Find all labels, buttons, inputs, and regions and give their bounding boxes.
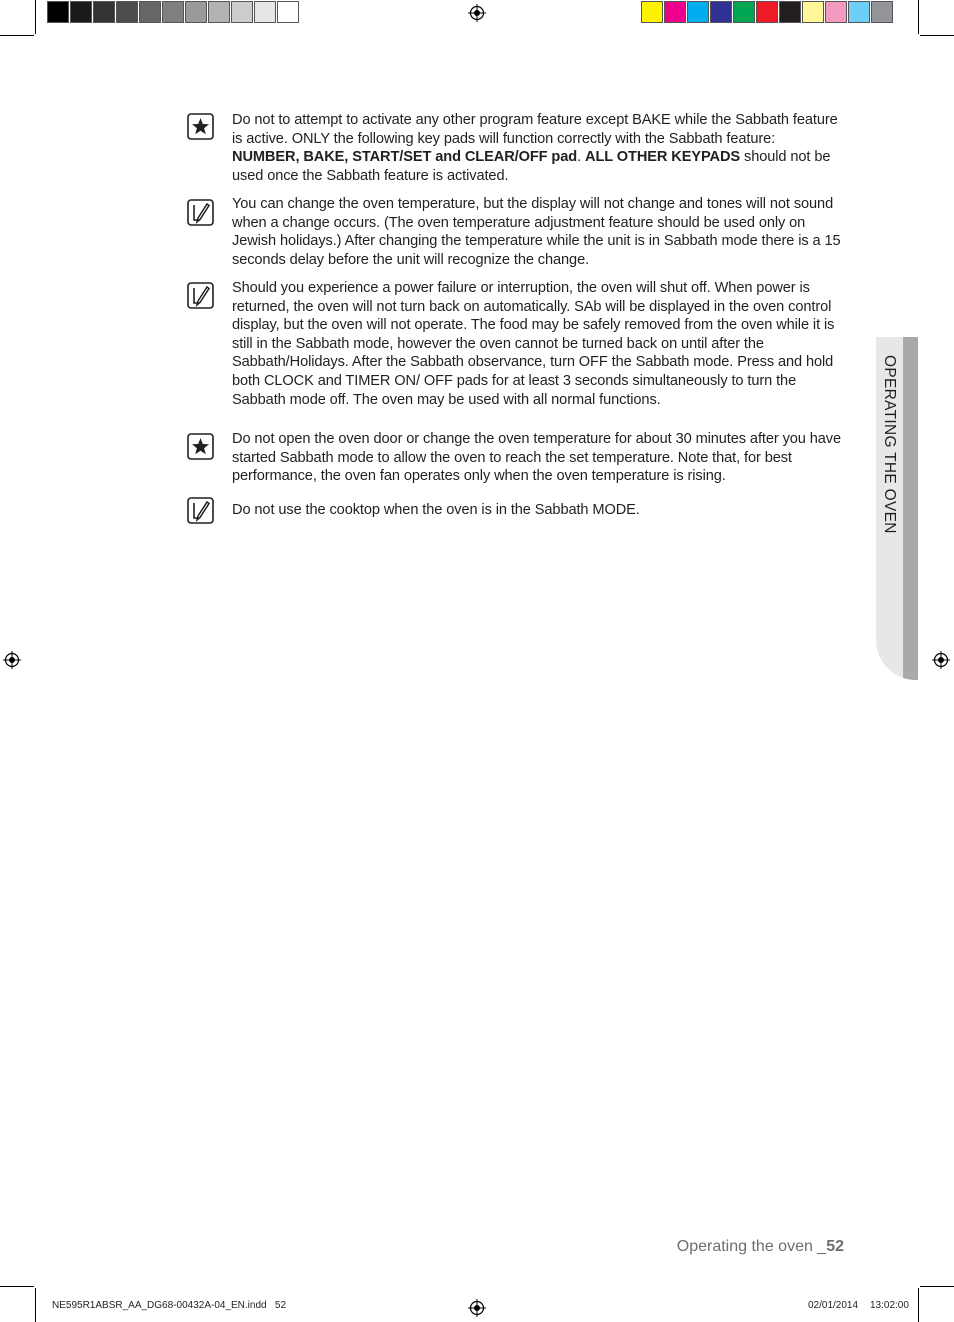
note-pencil-icon xyxy=(187,497,214,524)
note-text-run: Should you experience a power failure or interruption, the oven will shut off. When power is returned, the oven will not turn back on automatically. SAb will be displayed in the oven control display, but the oven will not operate. The food may be safely removed from the oven while it is still in the Sabbath mode, however the oven cannot be turned back on until after the Sabbath/Holidays. After the Sabbath observance, turn OFF the Sabbath mode. Press and hold both CLOCK and TIMER ON/ OFF pads for at least 3 seconds simultaneously to turn the Sabbath mode off. The oven may be used with all normal functions. xyxy=(232,280,835,408)
note-text-run: . xyxy=(577,149,585,166)
note-text-bold: NUMBER, BAKE, START/SET and CLEAR/OFF pad xyxy=(232,149,578,166)
gray-swatch xyxy=(116,1,138,23)
registration-mark-icon xyxy=(468,1299,486,1317)
color-swatch xyxy=(848,1,870,23)
gray-swatch xyxy=(231,1,253,23)
color-swatch xyxy=(641,1,663,23)
note-text-bold: ALL OTHER KEYPADS xyxy=(585,149,741,166)
color-swatch xyxy=(802,1,824,23)
note-pencil-icon xyxy=(187,282,214,309)
gray-swatch xyxy=(254,1,276,23)
gray-swatch xyxy=(93,1,115,23)
color-swatch xyxy=(825,1,847,23)
page-number: 52 xyxy=(826,1238,844,1255)
crop-mark xyxy=(918,1288,919,1322)
crop-mark xyxy=(35,0,36,34)
note-text-run: You can change the oven temperature, but the display will not change and tones will not sound when a change occurs. (The oven temperature adjustment feature should be used only on Jewish holidays.) After changing the temperature while the unit is in Sabbath mode there is a 15 seconds delay before the unit will recognize the change. xyxy=(232,196,841,268)
gray-swatch xyxy=(162,1,184,23)
footer-section-title: Operating the oven _ xyxy=(676,1238,827,1255)
grayscale-swatch-bar xyxy=(47,1,300,24)
gray-swatch xyxy=(208,1,230,23)
section-side-tab xyxy=(876,337,918,680)
note-text xyxy=(232,501,844,520)
slug-time: 13:02:00 xyxy=(870,1300,909,1311)
color-swatch xyxy=(779,1,801,23)
crop-mark xyxy=(920,35,954,36)
gray-swatch xyxy=(70,1,92,23)
crop-mark xyxy=(918,0,919,34)
gray-swatch xyxy=(47,1,69,23)
crop-mark xyxy=(35,1288,36,1322)
side-tab-label: OPERATING THE OVEN xyxy=(881,355,898,534)
color-swatch xyxy=(687,1,709,23)
note-text-run: Do not open the oven door or change the oven temperature for about 30 minutes after you have started Sabbath mode to allow the oven to reach the set temperature. Note that, for best performance, the oven fan operates only when the oven temperature is rising. xyxy=(232,431,842,485)
note-text xyxy=(232,279,844,409)
color-swatch xyxy=(733,1,755,23)
note-text xyxy=(232,430,844,486)
note-text-run: Do not to attempt to activate any other program feature except BAKE while the Sabbath feature is active. ONLY the following key pads will function correctly with the Sabbath feature: xyxy=(232,112,838,147)
gray-swatch xyxy=(139,1,161,23)
color-swatch xyxy=(710,1,732,23)
registration-mark-icon xyxy=(3,651,21,669)
side-tab-stripe xyxy=(903,337,918,680)
crop-mark xyxy=(0,1286,34,1287)
color-swatch-bar xyxy=(641,1,894,24)
crop-mark xyxy=(920,1286,954,1287)
color-swatch xyxy=(664,1,686,23)
slug-file-name: NE595R1ABSR_AA_DG68-00432A-04_EN.indd 52 xyxy=(52,1300,287,1311)
note-text-run: should not be used once the Sabbath feature is activated. xyxy=(232,149,831,184)
color-swatch xyxy=(871,1,893,23)
note-pencil-icon xyxy=(187,199,214,226)
caution-star-icon xyxy=(187,113,214,140)
note-text xyxy=(232,111,844,185)
color-swatch xyxy=(756,1,778,23)
registration-mark-icon xyxy=(468,4,486,22)
note-text xyxy=(232,195,844,269)
caution-star-icon xyxy=(187,433,214,460)
slug-date: 02/01/2014 xyxy=(808,1300,859,1311)
note-text-run: Do not use the cooktop when the oven is in the Sabbath MODE. xyxy=(232,502,640,518)
gray-swatch xyxy=(277,1,299,23)
registration-mark-icon xyxy=(932,651,950,669)
crop-mark xyxy=(0,35,34,36)
page-footer xyxy=(677,1238,844,1256)
gray-swatch xyxy=(185,1,207,23)
